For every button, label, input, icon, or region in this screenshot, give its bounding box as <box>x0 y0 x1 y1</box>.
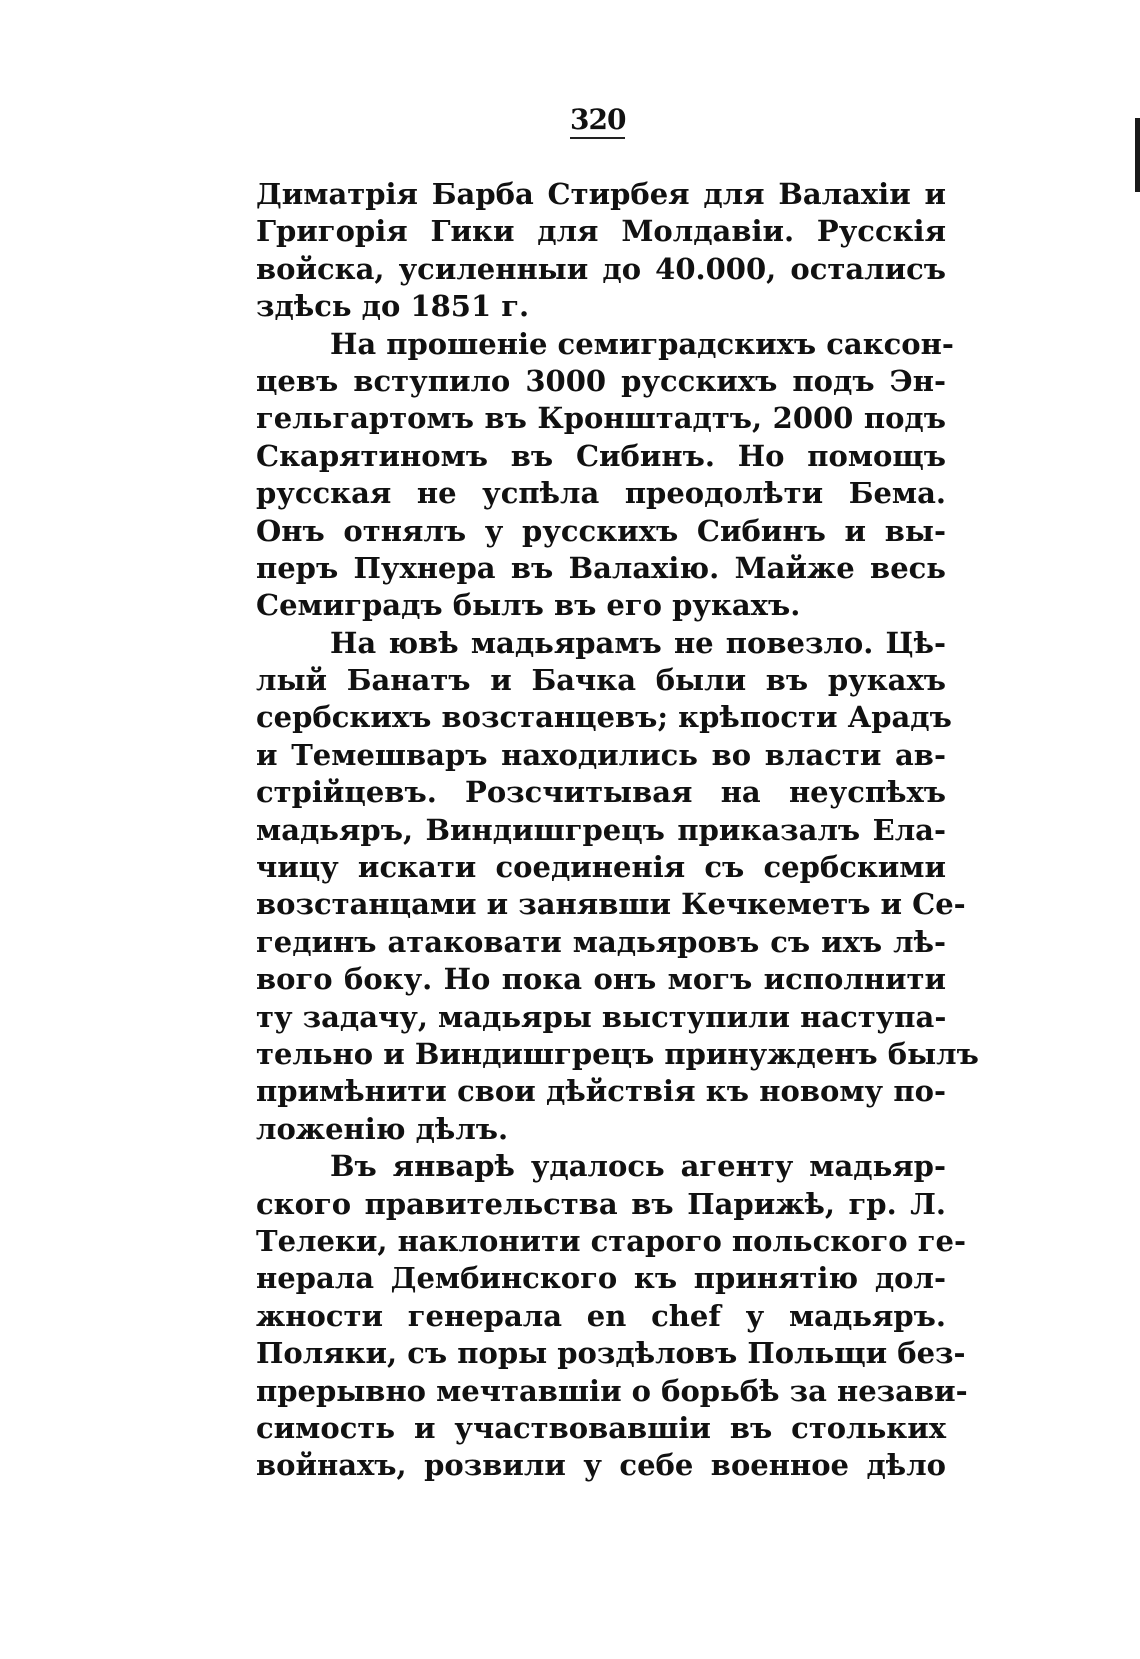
text-line: чицу искати соединенія съ сербскими <box>256 850 946 885</box>
text-line: русская не успѣла преодолѣти Бема. <box>256 476 946 511</box>
text-line: Семиградъ былъ въ его рукахъ. <box>256 588 801 623</box>
paragraph-start-line: На прошеніе семиградскихъ саксон- <box>330 326 954 361</box>
text-line: Онъ отнялъ у русскихъ Сибинъ и вы- <box>256 513 946 548</box>
text-line: Скарятиномъ въ Сибинъ. Но помощъ <box>256 438 946 473</box>
text-line: мадьяръ, Виндишгрецъ приказалъ Ела- <box>256 812 946 847</box>
text-line: цевъ вступило 3000 русскихъ подъ Эн- <box>256 363 946 398</box>
body-text <box>256 176 979 1485</box>
text-line: Поляки, съ поры роздѣловъ Польщи без- <box>256 1336 966 1371</box>
text-line: нерала Дембинского къ принятію дол- <box>256 1261 946 1296</box>
paragraph-start-line: На ювѣ мадьярамъ не повезло. Цѣ- <box>330 625 946 660</box>
text-line: лый Банатъ и Бачка были въ рукахъ <box>256 663 946 698</box>
text-line: перъ Пухнера въ Валахію. Майже весь <box>256 550 946 585</box>
text-line: гельгартомъ въ Кронштадтъ, 2000 подъ <box>256 401 946 436</box>
text-line: жности генерала en chef у мадьяръ. <box>256 1298 946 1333</box>
text-line: сербскихъ возстанцевъ; крѣпости Арадъ <box>256 700 952 735</box>
text-line: прерывно мечтавшіи о борьбѣ за незави- <box>256 1373 968 1408</box>
paragraph-start-line: Въ январѣ удалось агенту мадьяр- <box>330 1149 946 1184</box>
text-line: войска, усиленныи до 40.000, осталисъ <box>256 251 946 286</box>
text-line: здѣсь до 1851 г. <box>256 289 530 324</box>
text-line: Диматрія Барба Стирбея для Валахіи и <box>256 177 946 211</box>
text-line: тельно и Виндишгрецъ принужденъ былъ <box>256 1036 979 1071</box>
text-line: ложенію дѣлъ. <box>256 1111 509 1146</box>
text-line: возстанцами и занявши Кечкеметъ и Се- <box>256 887 966 922</box>
text-line: симость и участвовавшіи въ стольких <box>256 1410 946 1445</box>
text-line: ского правительства въ Парижѣ, гр. Л. <box>256 1186 946 1221</box>
text-line: вого боку. Но пока онъ могъ исполнити <box>256 962 946 997</box>
text-line: примѣнити свои дѣйствія къ новому по- <box>256 1074 946 1109</box>
text-line: Телеки, наклонити старого польского ге- <box>256 1223 966 1258</box>
text-line: стрійцевъ. Розсчитывая на неуспѣхъ <box>256 775 946 810</box>
text-line: войнахъ, розвили у себе военное дѣло <box>256 1448 946 1483</box>
text-line: ту задачу, мадьяры выступили наступа- <box>256 999 947 1034</box>
page-number: 320 <box>570 104 625 139</box>
text-line: гединъ атаковати мадьяровъ съ ихъ лѣ- <box>256 924 946 959</box>
text-line: Григорія Гики для Молдавіи. Русскія <box>256 214 946 249</box>
page-edge-mark <box>1135 118 1140 192</box>
text-line: и Темешваръ находились во власти ав- <box>256 737 946 772</box>
